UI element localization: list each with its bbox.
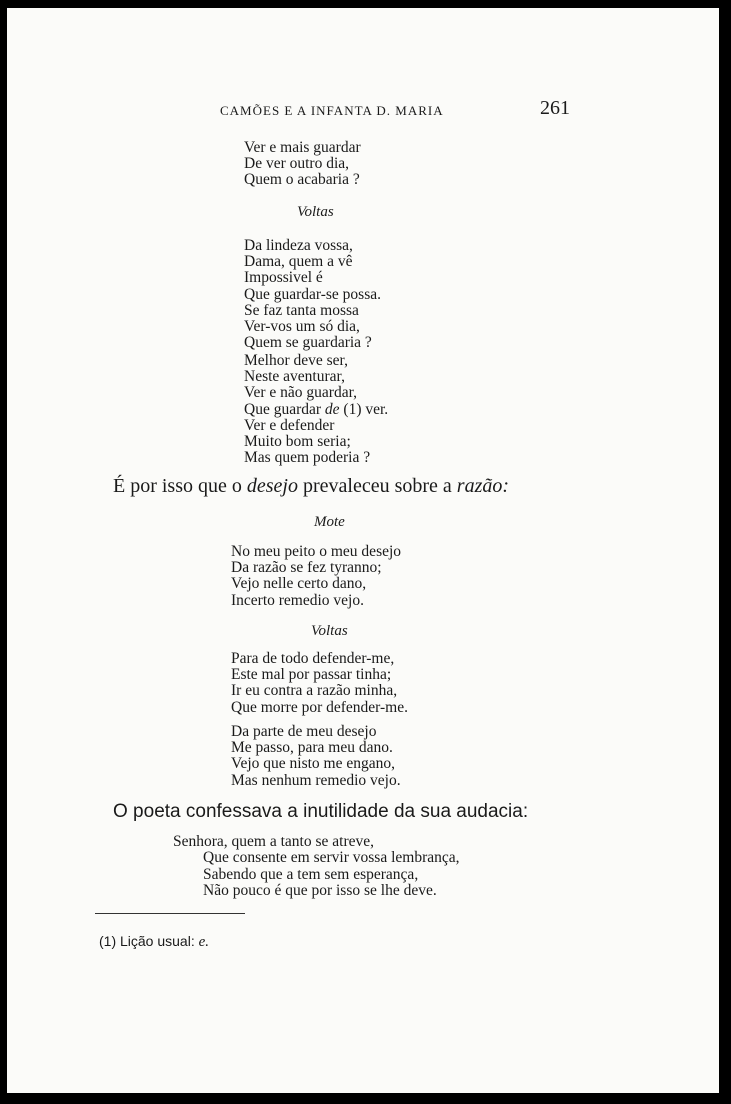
verse-line: Se faz tanta mossa	[244, 301, 359, 319]
stanza-top	[244, 140, 361, 189]
verse-line: Ver e defender	[244, 416, 335, 434]
verse-line: Senhora, quem a tanto se atreve,	[173, 833, 374, 850]
verse-line: Da lindeza vossa,	[244, 237, 353, 254]
verse-line: Impossivel é	[244, 269, 323, 287]
running-title: CAMÕES E A INFANTA D. MARIA	[220, 103, 444, 118]
verse-line: De ver outro dia,	[244, 155, 350, 173]
verse-line: Melhor deve ser,	[244, 352, 348, 369]
verse-line: Sabendo que a tem sem esperança,	[203, 865, 419, 883]
mote-heading: Mote	[314, 514, 345, 530]
verse-line: Que consente em servir vossa lembrança,	[203, 849, 460, 867]
prose-paragraph-1	[113, 475, 509, 498]
verse-line: No meu peito o meu desejo	[231, 543, 402, 560]
verse-line: Vejo que nisto me engano,	[231, 755, 396, 773]
footnote-text: (1) Lição usual:	[99, 933, 199, 949]
voltas-stanza-2	[244, 353, 388, 466]
verse-line: Para de todo defender-me,	[231, 650, 395, 667]
prose-text: É por isso que o	[113, 475, 247, 497]
mote-stanza	[231, 544, 401, 609]
prose-text: prevaleceu sobre a	[297, 475, 457, 497]
verse-line: Me passo, para meu dano.	[231, 739, 393, 757]
footnote	[99, 933, 209, 951]
verse-line: Muito bom seria;	[244, 433, 351, 451]
verse-line: Dama, quem a vê	[244, 253, 353, 271]
footnote-italic: e.	[198, 934, 210, 950]
verse-line: Da razão se fez tyranno;	[231, 559, 382, 577]
voltas-heading: Voltas	[297, 204, 334, 220]
verse-line: Quem o acabaria ?	[244, 171, 360, 189]
verse-line: Da parte de meu desejo	[231, 723, 377, 740]
verse-line: Este mal por passar tinha;	[231, 666, 392, 684]
verse-text: Que guardar	[244, 400, 325, 418]
verse-line: Ver e mais guardar	[244, 139, 361, 156]
verse-line: Vejo nelle certo dano,	[231, 575, 367, 593]
verse-italic: de	[324, 400, 340, 418]
verse-line	[244, 402, 388, 418]
verse-line: Não pouco é que por isso se lhe deve.	[203, 882, 437, 900]
voltas2-stanza-1	[231, 651, 408, 716]
prose-italic: razão:	[456, 475, 510, 497]
book-page	[7, 8, 719, 1093]
prose-paragraph-2: O poeta confessava a inutilidade da sua audacia:	[113, 801, 529, 822]
verse-line: Quem se guardaria ?	[244, 334, 372, 352]
verse-line: Que guardar-se possa.	[244, 285, 381, 303]
verse-line: Neste aventurar,	[244, 368, 345, 386]
verse-line: Ver-vos um só dia,	[244, 318, 360, 336]
verse-line: Incerto remedio vejo.	[231, 591, 364, 609]
voltas-heading-2: Voltas	[311, 623, 348, 639]
page-number: 261	[540, 97, 570, 119]
voltas2-stanza-2	[231, 724, 401, 789]
verse-line: Mas quem poderia ?	[244, 449, 371, 467]
quatrain	[173, 834, 460, 900]
verse-line: Que morre por defender-me.	[231, 698, 408, 716]
verse-line: Ir eu contra a razão minha,	[231, 682, 398, 700]
footnote-divider	[95, 913, 245, 914]
prose-italic: desejo	[246, 475, 298, 497]
verse-text: (1) ver.	[339, 400, 389, 418]
voltas-stanza-1	[244, 238, 381, 351]
verse-line: Mas nenhum remedio vejo.	[231, 771, 401, 789]
verse-line: Ver e não guardar,	[244, 384, 357, 402]
